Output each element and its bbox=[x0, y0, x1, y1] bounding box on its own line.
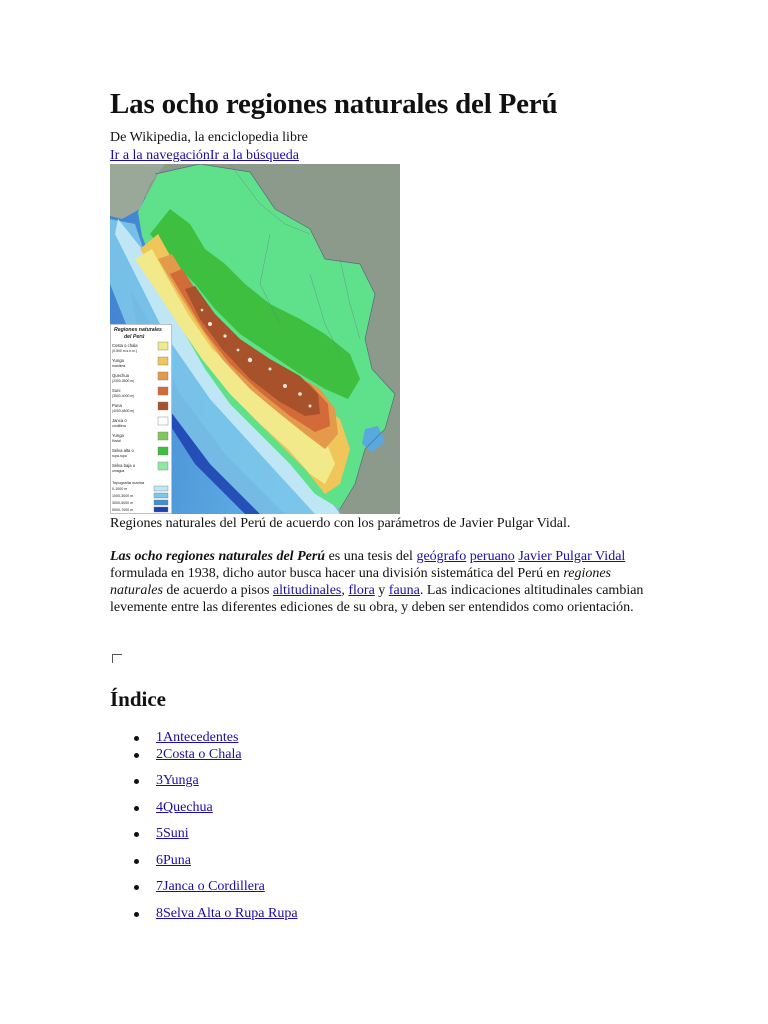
toc-link-puna[interactable]: 6Puna bbox=[156, 853, 191, 868]
legend-item-label: marítima bbox=[112, 364, 126, 368]
legend-title: Regiones naturales bbox=[114, 327, 162, 333]
legend-swatch bbox=[158, 342, 168, 350]
legend-item-label: Selva baja u bbox=[112, 463, 136, 468]
bullet-icon bbox=[134, 885, 139, 890]
toc-title: Índice bbox=[110, 687, 167, 711]
legend-swatch bbox=[158, 417, 168, 425]
legend-item-label: Suni bbox=[112, 388, 121, 393]
intro-text: . Las indicaciones altitudinales cambian levemente entre las diferentes ediciones de su obra, y deben ser entendidos como orientación. bbox=[110, 583, 644, 615]
bullet-icon bbox=[134, 806, 139, 811]
bullet-icon bbox=[134, 779, 139, 784]
legend-marine-swatch bbox=[154, 486, 168, 491]
intro-lead: Las ocho regiones naturales del Perú bbox=[110, 549, 326, 564]
legend-item-label: cordillera bbox=[112, 424, 126, 428]
bullet-icon bbox=[134, 912, 139, 917]
skip-to-navigation-link[interactable]: Ir a la navegación bbox=[110, 148, 210, 163]
toc-link-selva-alta[interactable]: 8Selva Alta o Rupa Rupa bbox=[156, 906, 298, 921]
figure-caption: Regiones naturales del Perú de acuerdo con los parámetros de Javier Pulgar Vidal. bbox=[110, 516, 571, 531]
legend-item-label: omagua bbox=[112, 469, 125, 473]
toc-link-yunga[interactable]: 3Yunga bbox=[156, 773, 199, 788]
legend-marine-label: 0-1000 m bbox=[112, 487, 128, 491]
legend-item-label: (3500-4000 m) bbox=[112, 394, 135, 398]
legend-marine-swatch bbox=[154, 493, 168, 498]
legend-swatch bbox=[158, 387, 168, 395]
intro-text: es una tesis del bbox=[325, 549, 417, 564]
legend-item-label: (2300-3500 m) bbox=[112, 379, 135, 383]
intro-italic: regiones naturales bbox=[110, 566, 612, 598]
link-altitudinales[interactable]: altitudinales bbox=[272, 583, 342, 598]
link-geografo[interactable]: geógrafo bbox=[416, 549, 467, 564]
legend-swatch bbox=[158, 462, 168, 470]
intro-text: , bbox=[341, 583, 349, 598]
legend-item-label: Janca o bbox=[112, 418, 127, 423]
intro-text: formulada en 1938, dicho autor busca hacer una división sistemática del Perú en bbox=[110, 566, 564, 581]
bullet-icon bbox=[134, 753, 139, 758]
link-javier-pulgar-vidal[interactable]: Javier Pulgar Vidal bbox=[518, 549, 626, 564]
toc-link-janca[interactable]: 7Janca o Cordillera bbox=[156, 879, 265, 894]
page-title: Las ocho regiones naturales del Perú bbox=[110, 88, 558, 120]
legend-title: del Perú bbox=[124, 334, 145, 340]
link-flora[interactable]: flora bbox=[348, 583, 375, 598]
legend-swatch bbox=[158, 402, 168, 410]
bullet-icon bbox=[134, 832, 139, 837]
legend-marine-swatch bbox=[154, 500, 168, 505]
link-fauna[interactable]: fauna bbox=[388, 583, 420, 598]
legend-swatch bbox=[158, 357, 168, 365]
bullet-icon bbox=[134, 859, 139, 864]
toc-link-costa[interactable]: 2Costa o Chala bbox=[156, 747, 242, 762]
subtitle: De Wikipedia, la enciclopedia libre bbox=[110, 130, 308, 145]
broken-image-icon bbox=[112, 654, 122, 663]
legend-item-label: Yunga bbox=[112, 433, 124, 438]
legend-item-label: Costa o chala bbox=[112, 343, 138, 348]
legend-swatch bbox=[158, 372, 168, 380]
intro-paragraph bbox=[110, 548, 650, 616]
intro-text: de acuerdo a pisos bbox=[162, 583, 273, 598]
legend-item-label: Selva alta o bbox=[112, 448, 134, 453]
link-peruano[interactable]: peruano bbox=[469, 549, 515, 564]
toc-link-quechua[interactable]: 4Quechua bbox=[156, 800, 213, 815]
skip-links bbox=[110, 147, 299, 164]
legend-item-label: Yunga bbox=[112, 358, 124, 363]
legend-marine-title: Topografía marina bbox=[112, 480, 145, 485]
legend-marine-label: 1000-3000 m bbox=[112, 494, 134, 498]
peru-regions-map[interactable] bbox=[110, 164, 400, 514]
toc-link-antecedentes[interactable]: 1Antecedentes bbox=[156, 730, 239, 745]
legend-marine-label: 3000-5000 m bbox=[112, 501, 134, 505]
legend-swatch bbox=[158, 432, 168, 440]
skip-to-search-link[interactable]: Ir a la búsqueda bbox=[209, 148, 299, 163]
legend-marine-label: 5000-7000 m bbox=[112, 508, 134, 512]
legend-item-label: (4000-4800 m) bbox=[112, 409, 135, 413]
bullet-icon bbox=[134, 736, 139, 741]
legend-item-label: (0-500 m.s.n.m.) bbox=[112, 349, 137, 353]
legend-marine-swatch bbox=[154, 507, 168, 512]
legend-item-label: fluvial bbox=[112, 439, 121, 443]
legend-item-label: Puna bbox=[112, 403, 122, 408]
legend-item-label: Quechua bbox=[112, 373, 129, 378]
intro-text: y bbox=[374, 583, 389, 598]
legend-swatch bbox=[158, 447, 168, 455]
legend-item-label: rupa-rupa bbox=[112, 454, 127, 458]
toc-link-suni[interactable]: 5Suni bbox=[156, 826, 189, 841]
